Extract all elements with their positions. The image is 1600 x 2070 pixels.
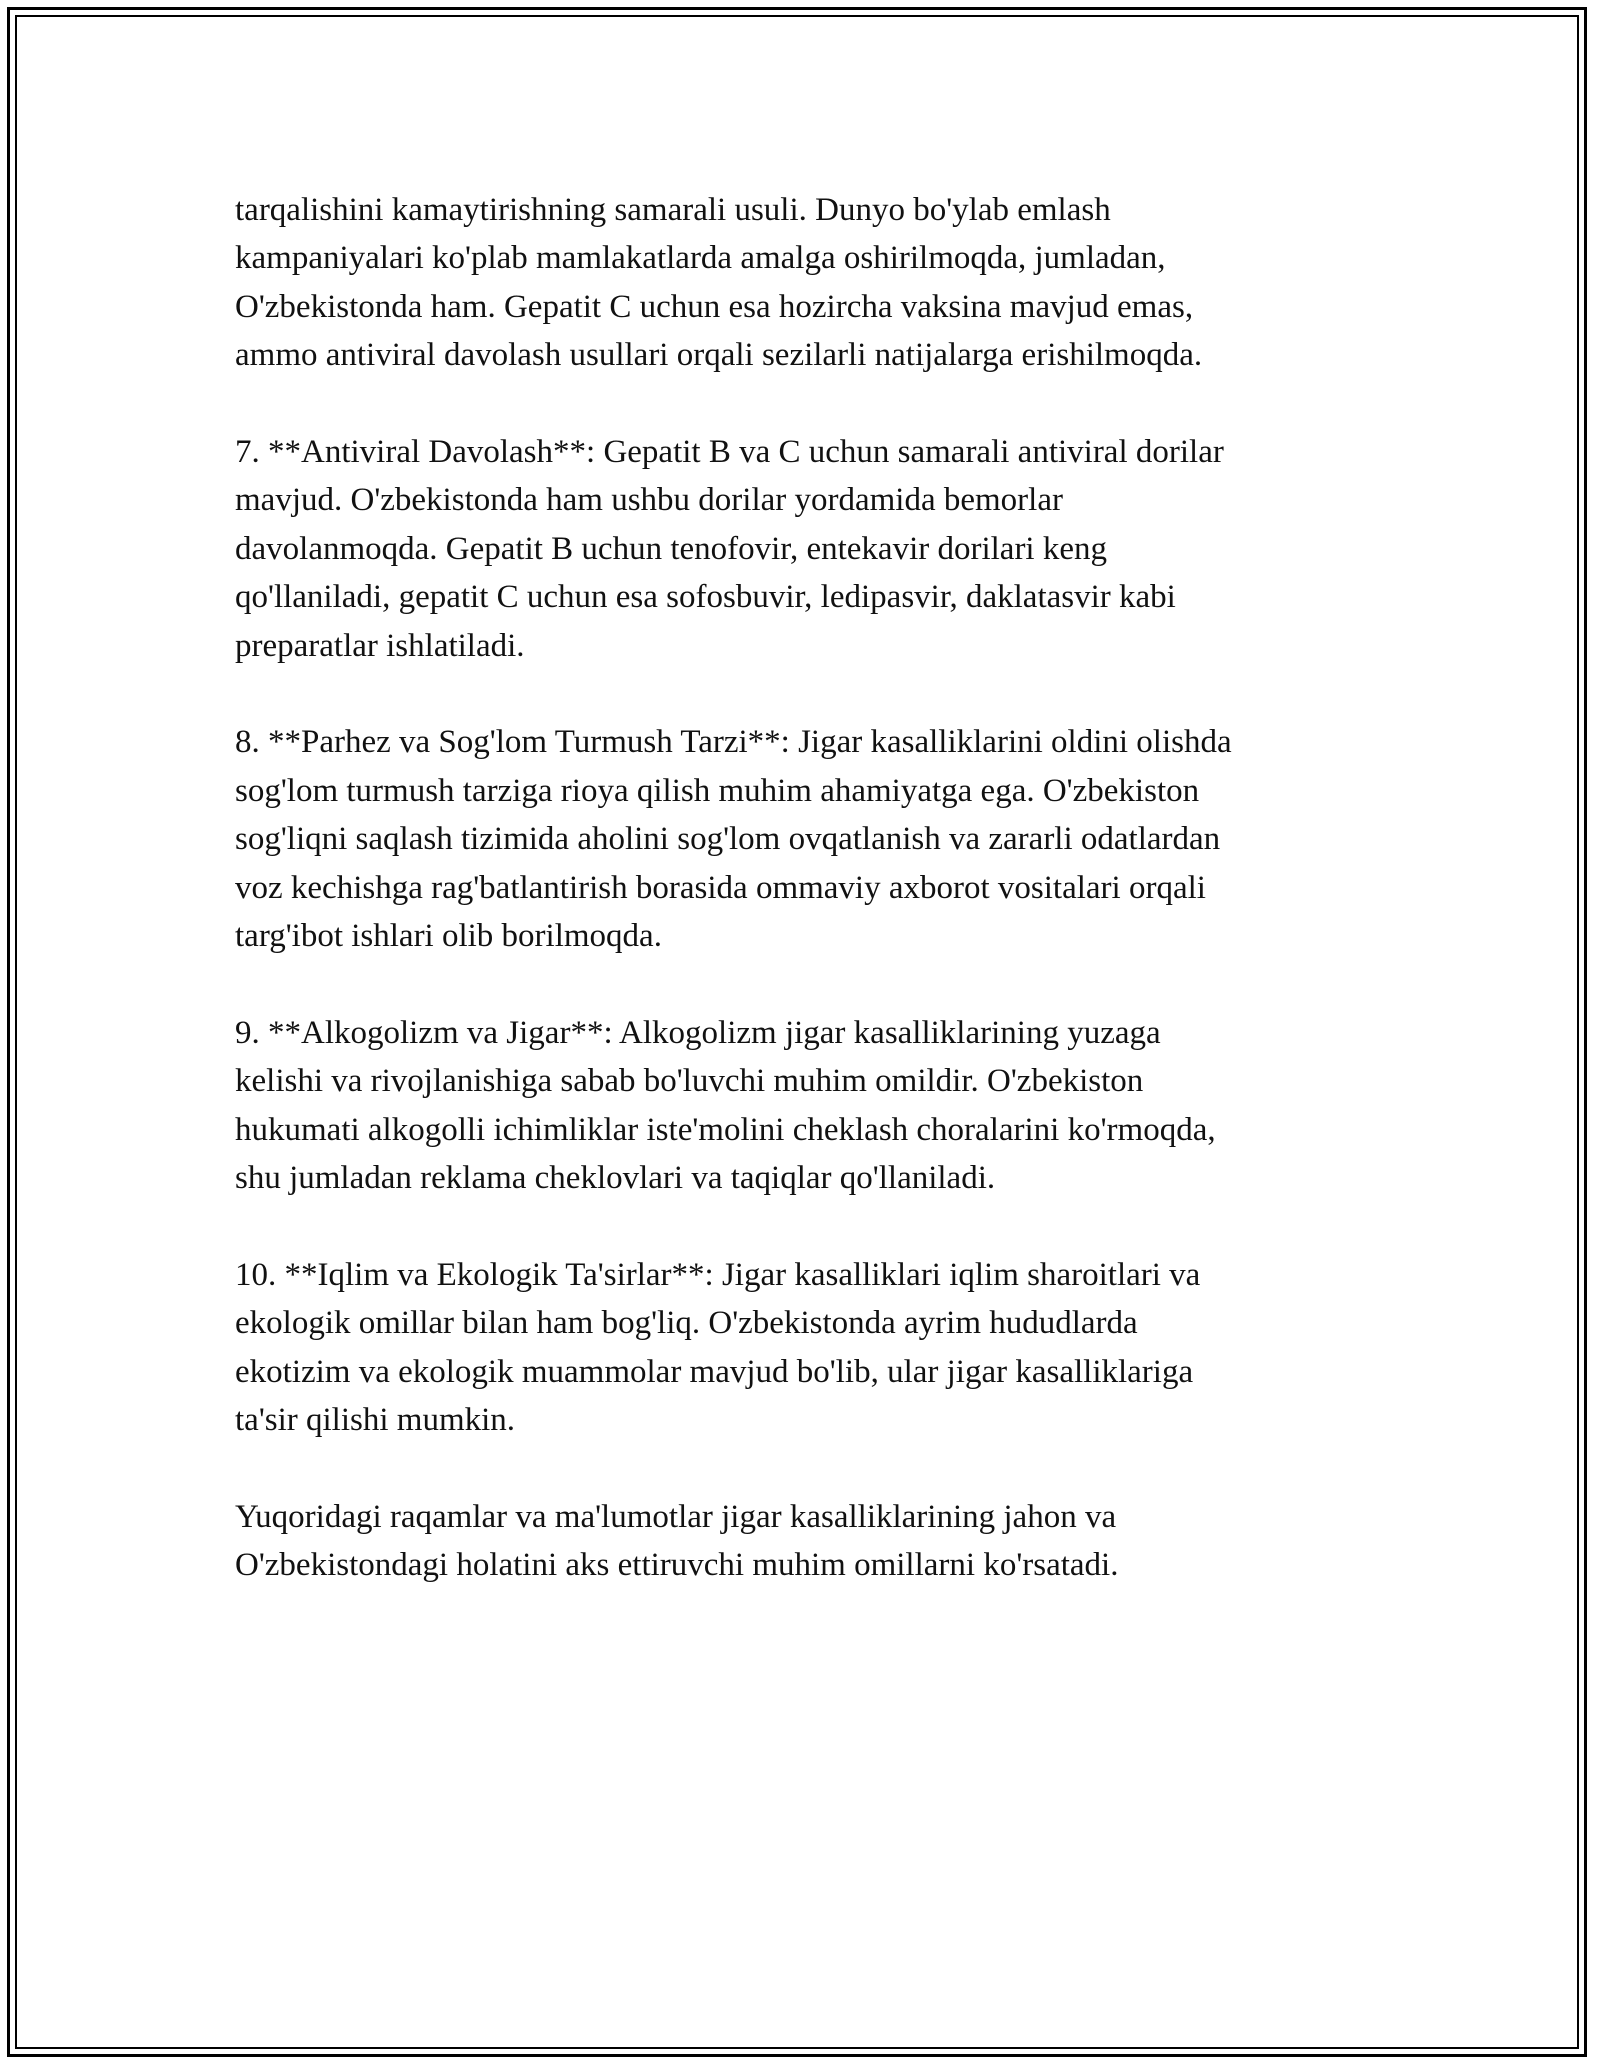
paragraph-vaccination-continued: tarqalishini kamaytirishning samarali usuli. Dunyo bo'ylab emlash kampaniyalari ko'plab mamlakatlarda amalga oshirilmoqda, jumladan, O'zbekistonda ham. Gepatit C uchun esa hozircha vaksina mavjud emas, ammo antiviral davolash usullari orqali sezilarli natijalarga erishilmoqda. [235, 192, 1203, 374]
paragraph-antiviral-treatment: 7. **Antiviral Davolash**: Gepatit B va C uchun samarali antiviral dorilar mavjud. O'zbekistonda ham ushbu dorilar yordamida bemorlar davolanmoqda. Gepatit B uchun tenofovir, entekavir dorilari keng qo'llaniladi, gepatit C uchun esa sofosbuvir, ledipasvir, daklatasvir kabi preparatlar ishlatiladi. [235, 434, 1224, 664]
paragraph-diet-lifestyle: 8. **Parhez va Sog'lom Turmush Tarzi**: Jigar kasalliklarini oldini olishda sog'lom turmush tarziga rioya qilish muhim ahamiyatga ega. O'zbekiston sog'liqni saqlash tizimida aholini sog'lom ovqatlanish va zararli odatlardan voz kechishga rag'batlantirish borasida ommaviy axborot vositalari orqali targ'ibot ishlari olib borilmoqda. [235, 724, 1232, 955]
paragraph-conclusion: Yuqoridagi raqamlar va ma'lumotlar jigar kasalliklarining jahon va O'zbekistondagi holatini aks ettiruvchi muhim omillarni ko'rsatadi. [235, 1498, 1119, 1584]
document-body [235, 186, 1365, 1638]
paragraph-climate-ecology: 10. **Iqlim va Ekologik Ta'sirlar**: Jigar kasalliklari iqlim sharoitlari va ekologik omillar bilan ham bog'liq. O'zbekistonda ayrim hududlarda ekotizim va ekologik muammolar mavjud bo'lib, ular jigar kasalliklariga ta'sir qilishi mumkin. [235, 1256, 1201, 1439]
paragraph-alcoholism: 9. **Alkogolizm va Jigar**: Alkogolizm jigar kasalliklarining yuzaga kelishi va rivojlanishiga sabab bo'luvchi muhim omildir. O'zbekiston hukumati alkogolli ichimliklar iste'molini cheklash choralarini ko'rmoqda, shu jumladan reklama cheklovlari va taqiqlar qo'llaniladi. [235, 1014, 1216, 1197]
